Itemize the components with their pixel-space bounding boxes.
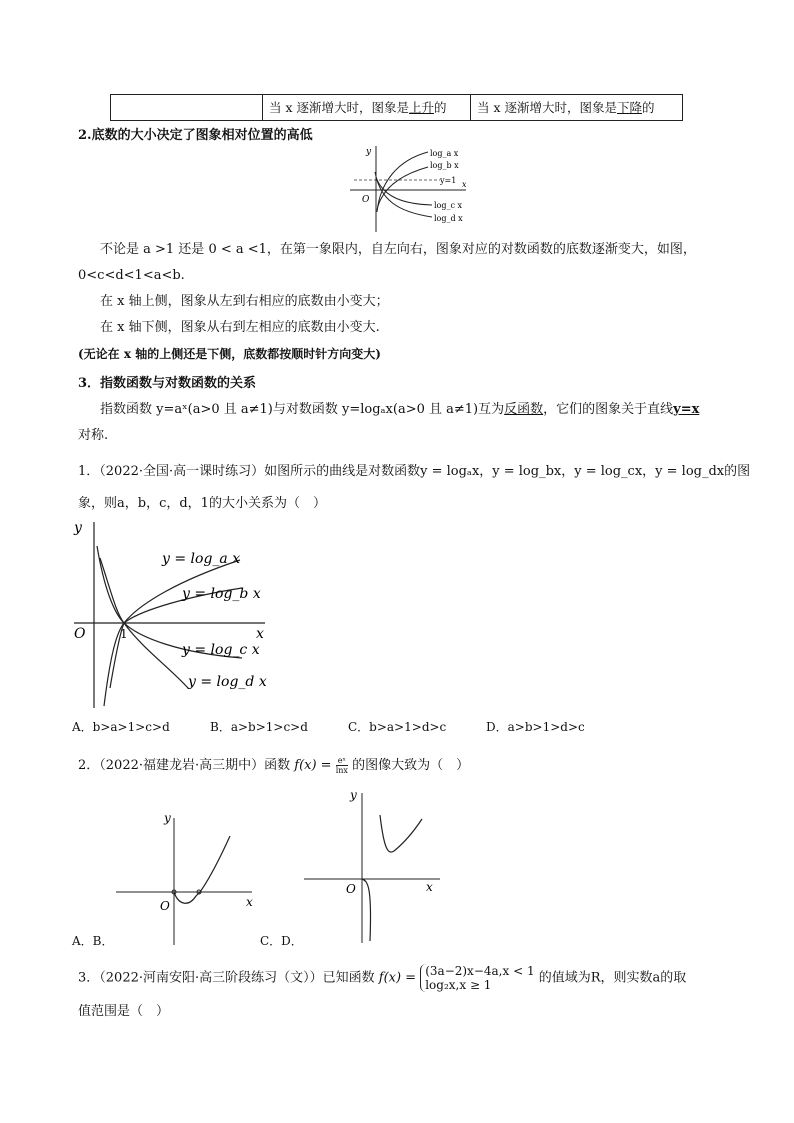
q2cd-label-x: x (426, 880, 433, 894)
table-cell-increasing: 当 x 逐渐增大时，图象是上升的 (263, 95, 471, 120)
table-cell-empty (111, 95, 263, 120)
sec2-para3: 在 x 轴下侧，图象从右到左相应的底数由小变大. (100, 320, 380, 335)
q2cd-label-o: O (346, 882, 356, 896)
property-table-row (110, 94, 683, 121)
q1-stem-line1: 1．（2022·全国·高一课时练习）如图所示的曲线是对数函数y = logₐx，y = log_bx，y = log_cx，y = log_dx的图 (78, 464, 751, 479)
small-label-x: x (462, 180, 467, 189)
small-label-b: log_b x (430, 161, 459, 170)
small-curve-b (377, 167, 428, 210)
sec2-para4: (无论在 x 轴的上侧还是下侧，底数都按顺时针方向变大) (78, 347, 381, 361)
q2ab-curve (174, 836, 230, 903)
q1-log-graph (70, 518, 280, 710)
q1-option-c[interactable]: C．b>a>1>d>c (348, 720, 447, 734)
small-label-d: log_d x (434, 214, 463, 223)
q1-curve-b (110, 588, 242, 688)
small-log-figure (348, 142, 478, 234)
sec2-para1a: 不论是 a >1 还是 0 < a <1，在第一象限内，自左向右，图象对应的对数函数的底数逐渐变大，如图， (100, 242, 696, 257)
q1-label-b: y = log_b x (182, 586, 261, 602)
table-cell-decreasing: 当 x 逐渐增大时，图象是下降的 (477, 100, 655, 115)
q2-graph-ab (112, 800, 262, 945)
q1-option-a[interactable]: A．b>a>1>c>d (72, 720, 170, 734)
q2ab-label-x: x (246, 895, 253, 909)
small-label-a: log_a x (430, 149, 459, 158)
sec2-para1b: 0<c<d<1<a<b. (78, 268, 185, 283)
small-label-y: y (366, 147, 372, 157)
q1-label-y: y (74, 520, 82, 536)
q2-options-ab[interactable]: A．B． (72, 934, 114, 948)
q2-stem: 2．（2022·福建龙岩·高三期中）函数 f(x) = $\frac{\text{eˣ}}{\ln x}$ 的图像大致为（ ） (78, 756, 470, 775)
small-curve-d (375, 172, 432, 217)
sec2-para2: 在 x 轴上侧，图象从左到右相应的底数由小变大； (100, 294, 389, 309)
q2cd-curve-left (362, 879, 371, 941)
q1-label-x: x (256, 626, 264, 642)
section-3-title: 3．指数函数与对数函数的关系 (78, 376, 257, 391)
sec3-para: 指数函数 y=aˣ(a>0 且 a≠1)与对数函数 y=logₐx(a>0 且 a≠1)互为反函数，它们的图象关于直线y=x (100, 402, 700, 417)
q2-options-cd[interactable]: C．D． (260, 934, 303, 948)
q1-label-c: y = log_c x (182, 642, 260, 658)
q3-stem: 3．（2022·河南安阳·高三阶段练习（文））已知函数 f(x) = (3a−2)x−4a,x < 1 log₂x,x ≥ 1 的值域为R，则实数a的取 (78, 964, 687, 992)
q2ab-label-y: y (164, 811, 171, 825)
q2ab-label-o: O (160, 899, 170, 913)
q1-curve-d (97, 546, 188, 688)
sec3-para-end: 对称. (78, 428, 109, 443)
q1-option-d[interactable]: D．a>b>1>d>c (486, 720, 585, 734)
q1-label-o: O (74, 626, 86, 642)
q1-label-a: y = log_a x (162, 551, 241, 567)
q2cd-label-y: y (350, 788, 357, 802)
small-label-y1: y=1 (440, 176, 457, 185)
small-curve-c (376, 177, 432, 205)
small-curve-a (377, 152, 428, 212)
q1-label-d: y = log_d x (188, 674, 267, 690)
q2cd-curve-right (380, 815, 422, 852)
q1-stem-line2: 象，则a，b，c，d，1的大小关系为（ ） (78, 496, 326, 511)
q2-graph-cd (300, 785, 450, 945)
small-label-o: O (362, 195, 370, 205)
small-label-c: log_c x (434, 201, 463, 210)
section-2-title: 2.底数的大小决定了图象相对位置的高低 (78, 128, 313, 143)
q3-stem-line2: 值范围是（ ） (78, 1004, 170, 1019)
q1-label-one: 1 (120, 627, 128, 641)
q1-option-b[interactable]: B．a>b>1>c>d (210, 720, 308, 734)
